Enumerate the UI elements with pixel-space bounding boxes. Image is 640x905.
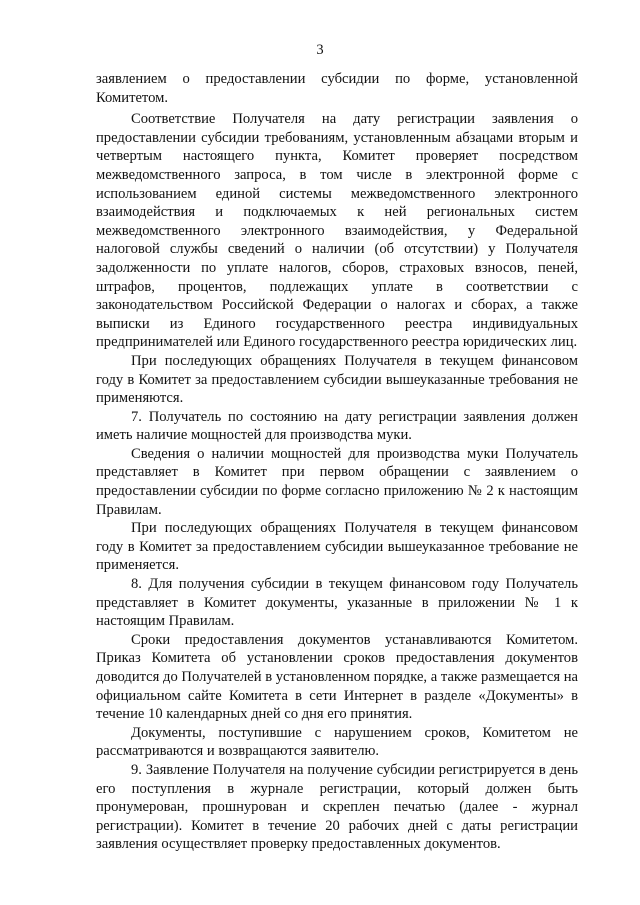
document-body bbox=[96, 70, 578, 854]
paragraph-interagency-check: Соответствие Получателя на дату регистрации заявления о предоставлении субсидии требованиям, установленным абзацами вторым и четвертым настоящего пункта, Комитет проверяет посредством межведомственного запроса, в том числе в электронной форме с использованием единой системы межведомственного электронного взаимодействия и подключаемых к ней региональных систем межведомственного электронного взаимодействия, у Федеральной налоговой службы сведений о наличии (об отсутствии) у Получателя задолженности по уплате налогов, сборов, страховых взносов, пеней, штрафов, процентов, подлежащих уплате в соответствии с законодательством Российской Федерации о налогах и сборах, а также выписки из Единого государственного реестра индивидуальных предпринимателей или Единого государственного реестра юридических лиц. bbox=[96, 111, 578, 351]
paragraph-item-8: 8. Для получения субсидии в текущем финансовом году Получатель представляет в Комитет документы, указанные в приложении № 1 к настоящим Правилам. bbox=[96, 576, 578, 630]
paragraph-repeat-requests-2: При последующих обращениях Получателя в текущем финансовом году в Комитет за предоставлением субсидии вышеуказанное требование не применяется. bbox=[96, 520, 578, 574]
paragraph-item-7: 7. Получатель по состоянию на дату регистрации заявления должен иметь наличие мощностей для производства муки. bbox=[96, 408, 578, 444]
paragraph-late-documents: Документы, поступившие с нарушением сроков, Комитетом не рассматриваются и возвращаются заявителю. bbox=[96, 724, 578, 760]
paragraph-deadlines: Сроки предоставления документов устанавливаются Комитетом. Приказ Комитета об установлении сроков предоставления документов доводится до Получателей в установленном порядке, а также размещается на официальном сайте Комитета в сети Интернет в разделе «Документы» в течение 10 календарных дней со дня его принятия. bbox=[96, 631, 578, 723]
paragraph-item-9: 9. Заявление Получателя на получение субсидии регистрируется в день его поступления в журнале регистрации, который должен быть пронумерован, прошнурован и скреплен печатью (далее - журнал регистрации). Комитет в течение 20 рабочих дней с даты регистрации заявления осуществляет проверку предоставленных документов. bbox=[96, 761, 578, 853]
page-number: 3 bbox=[316, 42, 324, 58]
paragraph-capacity-info: Сведения о наличии мощностей для производства муки Получатель представляет в Комитет при первом обращении с заявлением о предоставлении субсидии по форме согласно приложению № 2 к настоящим Правилам. bbox=[96, 445, 578, 518]
paragraph-application-form: заявлением о предоставлении субсидии по форме, установленной Комитетом. bbox=[96, 71, 578, 106]
paragraph-repeat-requests: При последующих обращениях Получателя в текущем финансовом году в Комитет за предоставлением субсидии вышеуказанные требования не применяются. bbox=[96, 352, 578, 407]
